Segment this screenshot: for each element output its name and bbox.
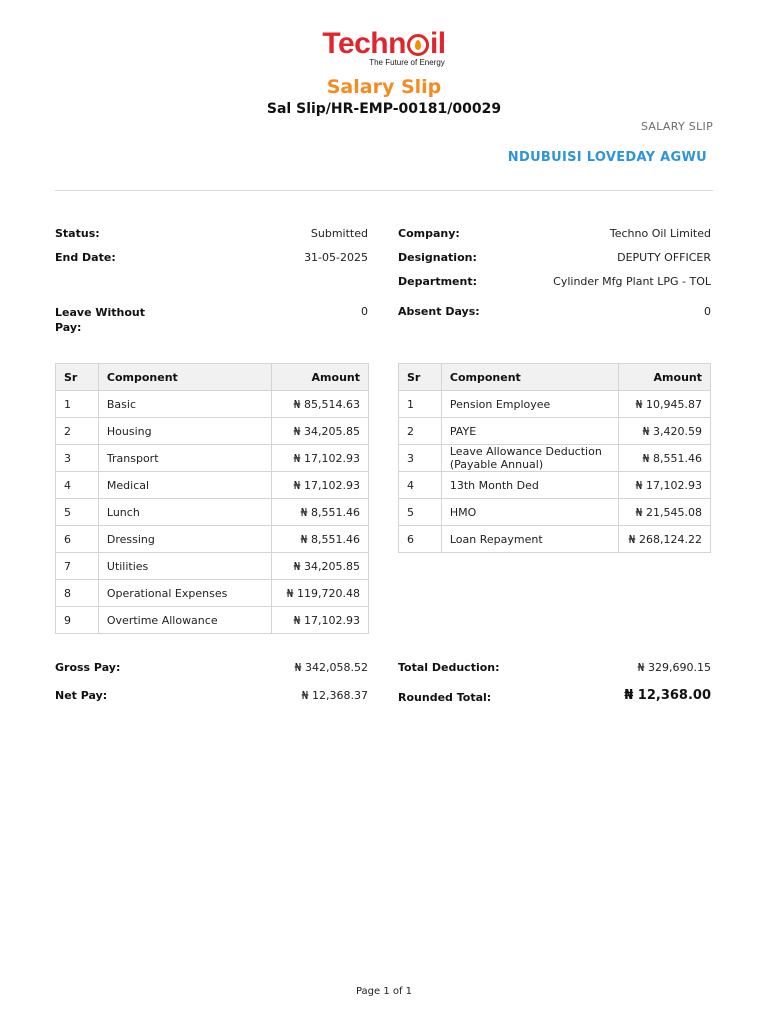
earnings-row bbox=[56, 580, 369, 607]
status-label: Status: bbox=[55, 227, 100, 240]
earnings-amount: ₦ 17,102.93 bbox=[272, 445, 369, 472]
leave-without-pay-label: Leave Without Pay: bbox=[55, 306, 145, 334]
deductions-component: Pension Employee bbox=[441, 391, 618, 418]
deductions-amount: ₦ 17,102.93 bbox=[619, 472, 711, 499]
deductions-row bbox=[399, 526, 711, 553]
earnings-sr: 8 bbox=[56, 580, 99, 607]
earnings-sr: 6 bbox=[56, 526, 99, 553]
earnings-amount: ₦ 119,720.48 bbox=[272, 580, 369, 607]
deductions-sr: 3 bbox=[399, 445, 442, 472]
earnings-row bbox=[56, 445, 369, 472]
page-title: Salary Slip bbox=[326, 76, 442, 98]
status-value: Submitted bbox=[310, 227, 368, 240]
designation-label: Designation: bbox=[398, 251, 477, 264]
deductions-component: 13th Month Ded bbox=[441, 472, 618, 499]
earnings-component: Transport bbox=[98, 445, 271, 472]
deductions-row bbox=[399, 472, 711, 499]
logo-text-start: Techn bbox=[322, 27, 406, 60]
absent-days-label: Absent Days: bbox=[398, 305, 480, 318]
deductions-sr: 2 bbox=[399, 418, 442, 445]
employee-name: NDUBUISI LOVEDAY AGWU bbox=[507, 150, 707, 165]
deductions-sr: 6 bbox=[399, 526, 442, 553]
company-label: Company: bbox=[398, 227, 460, 240]
deductions-table bbox=[398, 363, 711, 553]
earnings-sr: 9 bbox=[56, 607, 99, 634]
earnings-component-header: Component bbox=[98, 364, 271, 391]
company-logo bbox=[0, 28, 768, 67]
earnings-sr-header: Sr bbox=[56, 364, 99, 391]
net-pay-value: ₦ 12,368.37 bbox=[301, 689, 368, 702]
earnings-amount: ₦ 8,551.46 bbox=[272, 499, 369, 526]
earnings-row bbox=[56, 526, 369, 553]
rounded-total-value: ₦ 12,368.00 bbox=[624, 688, 711, 703]
deductions-amount: ₦ 268,124.22 bbox=[619, 526, 711, 553]
earnings-table bbox=[55, 363, 369, 634]
earnings-amount: ₦ 34,205.85 bbox=[272, 553, 369, 580]
deductions-row bbox=[399, 391, 711, 418]
earnings-component: Medical bbox=[98, 472, 271, 499]
header-divider bbox=[55, 190, 713, 191]
deductions-amount-header: Amount bbox=[619, 364, 711, 391]
earnings-amount: ₦ 85,514.63 bbox=[272, 391, 369, 418]
deductions-component: PAYE bbox=[441, 418, 618, 445]
deductions-component: Loan Repayment bbox=[441, 526, 618, 553]
earnings-sr: 1 bbox=[56, 391, 99, 418]
deductions-sr: 1 bbox=[399, 391, 442, 418]
earnings-row bbox=[56, 607, 369, 634]
earnings-row bbox=[56, 472, 369, 499]
slip-number: Sal Slip/HR-EMP-00181/00029 bbox=[266, 101, 502, 117]
earnings-component: Operational Expenses bbox=[98, 580, 271, 607]
earnings-amount-header: Amount bbox=[272, 364, 369, 391]
department-value: Cylinder Mfg Plant LPG - TOL bbox=[553, 275, 711, 288]
deductions-component-header: Component bbox=[441, 364, 618, 391]
deductions-component: HMO bbox=[441, 499, 618, 526]
earnings-sr: 2 bbox=[56, 418, 99, 445]
deductions-sr: 4 bbox=[399, 472, 442, 499]
earnings-component: Dressing bbox=[98, 526, 271, 553]
deductions-sr: 5 bbox=[399, 499, 442, 526]
earnings-sr: 4 bbox=[56, 472, 99, 499]
logo-wordmark bbox=[322, 28, 445, 60]
earnings-row bbox=[56, 499, 369, 526]
earnings-header-row bbox=[56, 364, 369, 391]
earnings-amount: ₦ 17,102.93 bbox=[272, 472, 369, 499]
deductions-amount: ₦ 21,545.08 bbox=[619, 499, 711, 526]
earnings-component: Utilities bbox=[98, 553, 271, 580]
earnings-component: Basic bbox=[98, 391, 271, 418]
earnings-row bbox=[56, 391, 369, 418]
earnings-amount: ₦ 8,551.46 bbox=[272, 526, 369, 553]
oil-drop-icon bbox=[407, 34, 429, 56]
earnings-sr: 7 bbox=[56, 553, 99, 580]
page-number: Page 1 of 1 bbox=[355, 986, 413, 997]
company-value: Techno Oil Limited bbox=[609, 227, 711, 240]
leave-without-pay-value: 0 bbox=[361, 305, 368, 318]
earnings-component: Lunch bbox=[98, 499, 271, 526]
earnings-row bbox=[56, 418, 369, 445]
earnings-component: Overtime Allowance bbox=[98, 607, 271, 634]
deductions-row bbox=[399, 445, 711, 472]
absent-days-value: 0 bbox=[704, 305, 711, 318]
earnings-component: Housing bbox=[98, 418, 271, 445]
deductions-amount: ₦ 8,551.46 bbox=[619, 445, 711, 472]
earnings-amount: ₦ 34,205.85 bbox=[272, 418, 369, 445]
deductions-amount: ₦ 10,945.87 bbox=[619, 391, 711, 418]
gross-pay-value: ₦ 342,058.52 bbox=[294, 661, 368, 674]
logo-text-end: il bbox=[429, 27, 446, 60]
deductions-component: Leave Allowance Deduction (Payable Annual) bbox=[441, 445, 618, 472]
earnings-sr: 5 bbox=[56, 499, 99, 526]
end-date-value: 31-05-2025 bbox=[304, 251, 368, 264]
earnings-amount: ₦ 17,102.93 bbox=[272, 607, 369, 634]
earnings-row bbox=[56, 553, 369, 580]
total-deduction-value: ₦ 329,690.15 bbox=[637, 661, 711, 674]
gross-pay-label: Gross Pay: bbox=[55, 661, 121, 674]
total-deduction-label: Total Deduction: bbox=[398, 661, 500, 674]
department-label: Department: bbox=[398, 275, 477, 288]
logo-tagline: The Future of Energy bbox=[369, 58, 445, 67]
designation-value: DEPUTY OFFICER bbox=[617, 251, 711, 264]
rounded-total-label: Rounded Total: bbox=[398, 691, 492, 704]
end-date-label: End Date: bbox=[55, 251, 116, 264]
document-type: SALARY SLIP bbox=[640, 120, 713, 133]
deductions-sr-header: Sr bbox=[399, 364, 442, 391]
earnings-sr: 3 bbox=[56, 445, 99, 472]
deductions-row bbox=[399, 418, 711, 445]
deductions-header-row bbox=[399, 364, 711, 391]
net-pay-label: Net Pay: bbox=[55, 689, 108, 702]
deductions-amount: ₦ 3,420.59 bbox=[619, 418, 711, 445]
deductions-row bbox=[399, 499, 711, 526]
